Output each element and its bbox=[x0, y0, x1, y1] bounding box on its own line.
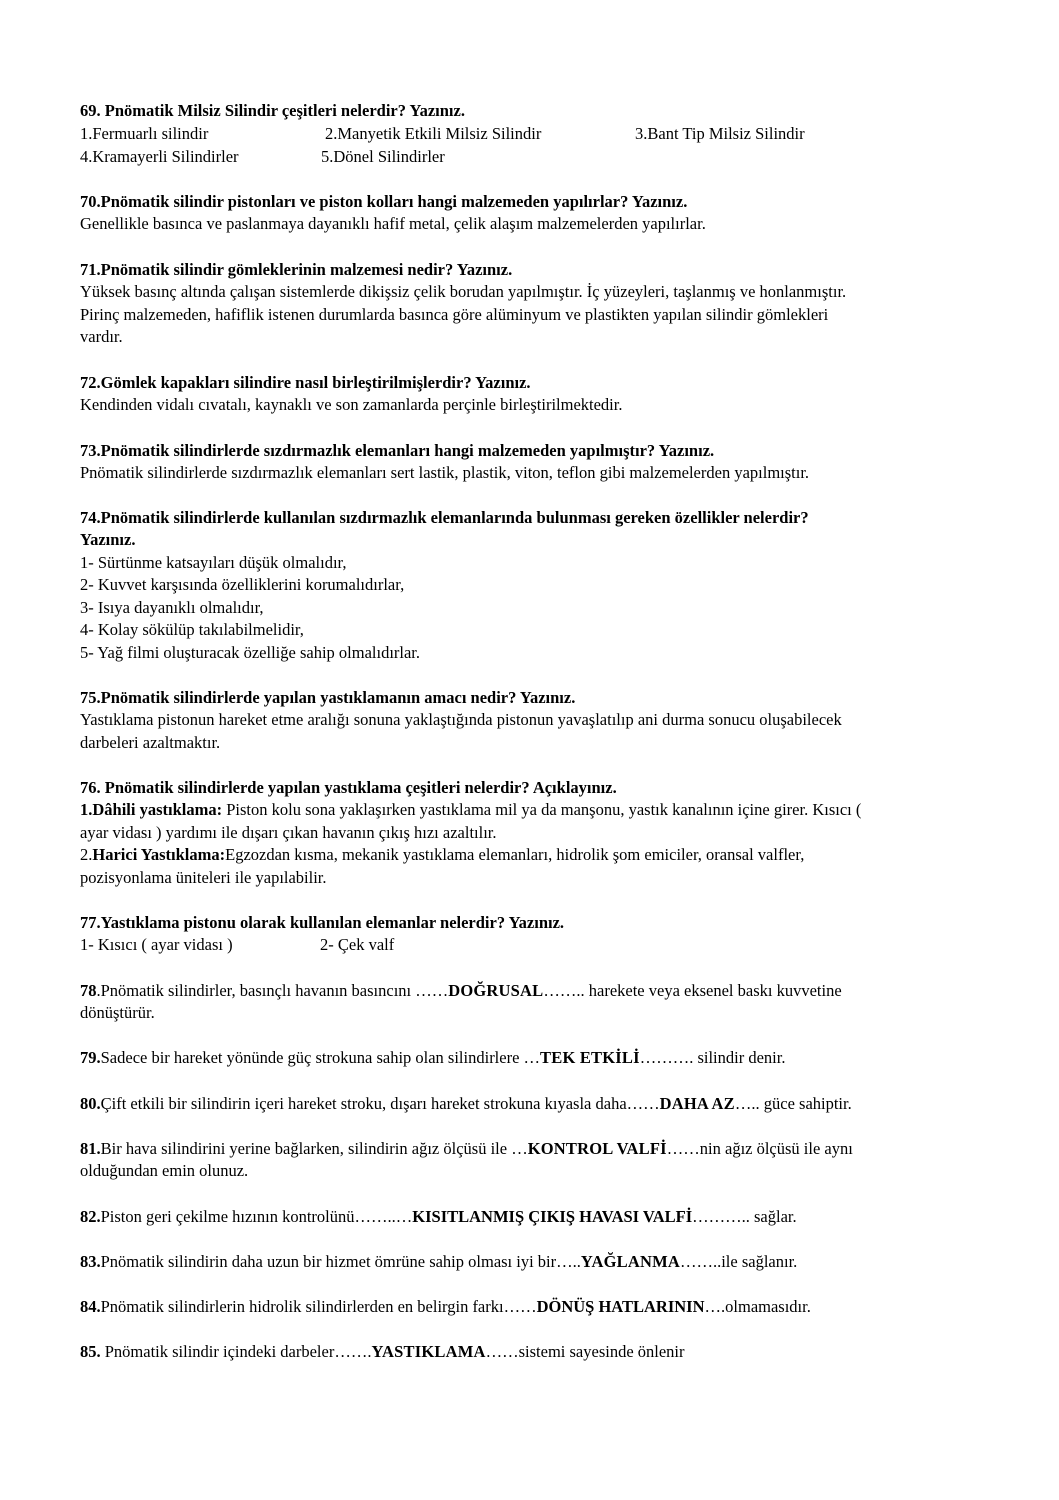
question-71-title: 71.Pnömatik silindir gömleklerinin malzemesi nedir? Yazınız. bbox=[80, 260, 513, 279]
question-77-title: 77.Yastıklama pistonu olarak kullanılan elemanlar nelerdir? Yazınız. bbox=[80, 913, 565, 932]
question-75-title: 75.Pnömatik silindirlerde yapılan yastıklamanın amacı nedir? Yazınız. bbox=[80, 688, 576, 707]
fill-answer: DAHA AZ bbox=[659, 1094, 735, 1113]
question-75-answer-line: darbeleri azaltmaktır. bbox=[80, 733, 221, 752]
question-74-title-cont: Yazınız. bbox=[80, 530, 136, 549]
question-83 bbox=[80, 1251, 797, 1274]
question-text: Piston geri çekilme hızının kontrolünü……..… bbox=[100, 1207, 413, 1226]
question-74-title: 74.Pnömatik silindirlerde kullanılan sızdırmazlık elemanlarında bulunması gereken özellikler nelerdir? bbox=[80, 508, 809, 527]
question-text: Pnömatik silindirin daha uzun bir hizmet ömrüne sahip olması iyi bir….. bbox=[100, 1252, 581, 1271]
term-label: Harici Yastıklama: bbox=[92, 845, 226, 864]
question-number: 85. bbox=[80, 1342, 101, 1361]
fill-answer: DÖNÜŞ HATLARININ bbox=[536, 1297, 705, 1316]
question-number: 79. bbox=[80, 1048, 101, 1067]
question-text: ……..ile sağlanır. bbox=[679, 1252, 798, 1271]
question-72-title: 72.Gömlek kapakları silindire nasıl birleştirilmişlerdir? Yazınız. bbox=[80, 373, 531, 392]
question-text: ……nin ağız ölçüsü ile aynı bbox=[666, 1139, 853, 1158]
question-71-answer-line: vardır. bbox=[80, 327, 123, 346]
question-76-answer-line bbox=[80, 844, 804, 867]
question-81-cont: olduğundan emin olunuz. bbox=[80, 1161, 249, 1180]
list-item: 5- Yağ filmi oluşturacak özelliğe sahip olmalıdırlar. bbox=[80, 643, 421, 662]
answer-item: 4.Kramayerli Silindirler bbox=[80, 147, 239, 166]
question-text: Çift etkili bir silindirin içeri hareket stroku, dışarı hareket strokuna kıyasla daha…… bbox=[100, 1094, 660, 1113]
fill-answer: KONTROL VALFİ bbox=[527, 1139, 667, 1158]
question-text: ….olmamasıdır. bbox=[704, 1297, 811, 1316]
question-text: Pnömatik silindir içindeki darbeler……. bbox=[100, 1342, 372, 1361]
question-70-answer: Genellikle basınca ve paslanmaya dayanıklı hafif metal, çelik alaşım malzemelerden yapılırlar. bbox=[80, 214, 706, 233]
question-number: 78 bbox=[80, 981, 97, 1000]
answer-item: 3.Bant Tip Milsiz Silindir bbox=[635, 124, 805, 143]
question-text: Bir hava silindirini yerine bağlarken, silindirin ağız ölçüsü ile … bbox=[100, 1139, 528, 1158]
question-number: 80. bbox=[80, 1094, 101, 1113]
question-text: ……….. sağlar. bbox=[692, 1207, 797, 1226]
term-number: 2. bbox=[80, 845, 93, 864]
question-75-answer-line: Yastıklama pistonun hareket etme aralığı sonuna yaklaştığında pistonun yavaşlatılıp ani durma sonucu oluşabilecek bbox=[80, 710, 842, 729]
term-text: Piston kolu sona yaklaşırken yastıklama mil ya da manşonu, yastık kanalının içine girer. Kısıcı ( bbox=[222, 800, 862, 819]
question-73-answer: Pnömatik silindirlerde sızdırmazlık elemanları sert lastik, plastik, viton, teflon gibi malzemelerden yapılmıştır. bbox=[80, 463, 810, 482]
question-number: 82. bbox=[80, 1207, 101, 1226]
answer-item: 1- Kısıcı ( ayar vidası ) bbox=[80, 935, 233, 954]
list-item: 1- Sürtünme katsayıları düşük olmalıdır, bbox=[80, 553, 347, 572]
question-76-answer-line: ayar vidası ) yardımı ile dışarı çıkan havanın çıkış hızı azaltılır. bbox=[80, 823, 497, 842]
fill-answer: YAĞLANMA bbox=[580, 1252, 680, 1271]
question-text: ……sistemi sayesinde önlenir bbox=[485, 1342, 685, 1361]
question-72-answer: Kendinden vidalı cıvatalı, kaynaklı ve son zamanlarda perçinle birleştirilmektedir. bbox=[80, 395, 623, 414]
question-77-answer bbox=[80, 934, 395, 957]
question-69-row-1 bbox=[80, 123, 805, 146]
answer-item: 2- Çek valf bbox=[320, 935, 395, 954]
question-69-title: 69. Pnömatik Milsiz Silindir çeşitleri nelerdir? Yazınız. bbox=[80, 101, 465, 120]
question-81 bbox=[80, 1138, 853, 1161]
question-text: ….. güce sahiptir. bbox=[734, 1094, 852, 1113]
question-text: .Pnömatik silindirler, basınçlı havanın basıncını …… bbox=[96, 981, 449, 1000]
fill-answer: KISITLANMIŞ ÇIKIŞ HAVASI VALFİ bbox=[412, 1207, 693, 1226]
question-number: 84. bbox=[80, 1297, 101, 1316]
fill-answer: DOĞRUSAL bbox=[448, 981, 544, 1000]
list-item: 2- Kuvvet karşısında özelliklerini korumalıdırlar, bbox=[80, 575, 405, 594]
question-82 bbox=[80, 1206, 797, 1229]
question-70-title: 70.Pnömatik silindir pistonları ve piston kolları hangi malzemeden yapılırlar? Yazınız. bbox=[80, 192, 688, 211]
question-78-cont: dönüştürür. bbox=[80, 1003, 155, 1022]
term-text: Egzozdan kısma, mekanik yastıklama elemanları, hidrolik şom emiciler, oransal valfler, bbox=[225, 845, 805, 864]
fill-answer: YASTIKLAMA bbox=[371, 1342, 486, 1361]
question-76-title: 76. Pnömatik silindirlerde yapılan yastıklama çeşitleri nelerdir? Açıklayınız. bbox=[80, 778, 617, 797]
question-71-answer-line: Yüksek basınç altında çalışan sistemlerde dikişsiz çelik borudan yapılmıştır. İç yüzeyleri, taşlanmış ve honlanmıştır. bbox=[80, 282, 847, 301]
question-76-answer-line bbox=[80, 799, 861, 822]
question-text: Sadece bir hareket yönünde güç strokuna sahip olan silindirlere … bbox=[100, 1048, 541, 1067]
question-78 bbox=[80, 980, 842, 1003]
question-73-title: 73.Pnömatik silindirlerde sızdırmazlık elemanları hangi malzemeden yapılmıştır? Yazınız. bbox=[80, 441, 715, 460]
question-text: ………. silindir denir. bbox=[639, 1048, 786, 1067]
question-76-answer-line: pozisyonlama üniteleri ile yapılabilir. bbox=[80, 868, 327, 887]
question-84 bbox=[80, 1296, 811, 1319]
answer-item: 1.Fermuarlı silindir bbox=[80, 124, 209, 143]
list-item: 3- Isıya dayanıklı olmalıdır, bbox=[80, 598, 264, 617]
question-80 bbox=[80, 1093, 852, 1116]
list-item: 4- Kolay sökülüp takılabilmelidir, bbox=[80, 620, 304, 639]
term-label: 1.Dâhili yastıklama: bbox=[80, 800, 223, 819]
fill-answer: TEK ETKİLİ bbox=[540, 1048, 640, 1067]
question-71-answer-line: Pirinç malzemeden, hafiflik istenen durumlarda basınca göre alüminyum ve plastikten yapılan silindir gömlekleri bbox=[80, 305, 829, 324]
question-85 bbox=[80, 1341, 685, 1364]
question-69-row-2 bbox=[80, 146, 445, 169]
question-79 bbox=[80, 1047, 785, 1070]
answer-item: 2.Manyetik Etkili Milsiz Silindir bbox=[325, 124, 542, 143]
question-text: Pnömatik silindirlerin hidrolik silindirlerden en belirgin farkı…… bbox=[100, 1297, 537, 1316]
answer-item: 5.Dönel Silindirler bbox=[321, 147, 445, 166]
question-number: 81. bbox=[80, 1139, 101, 1158]
question-number: 83. bbox=[80, 1252, 101, 1271]
question-text: …….. harekete veya eksenel baskı kuvvetine bbox=[543, 981, 842, 1000]
